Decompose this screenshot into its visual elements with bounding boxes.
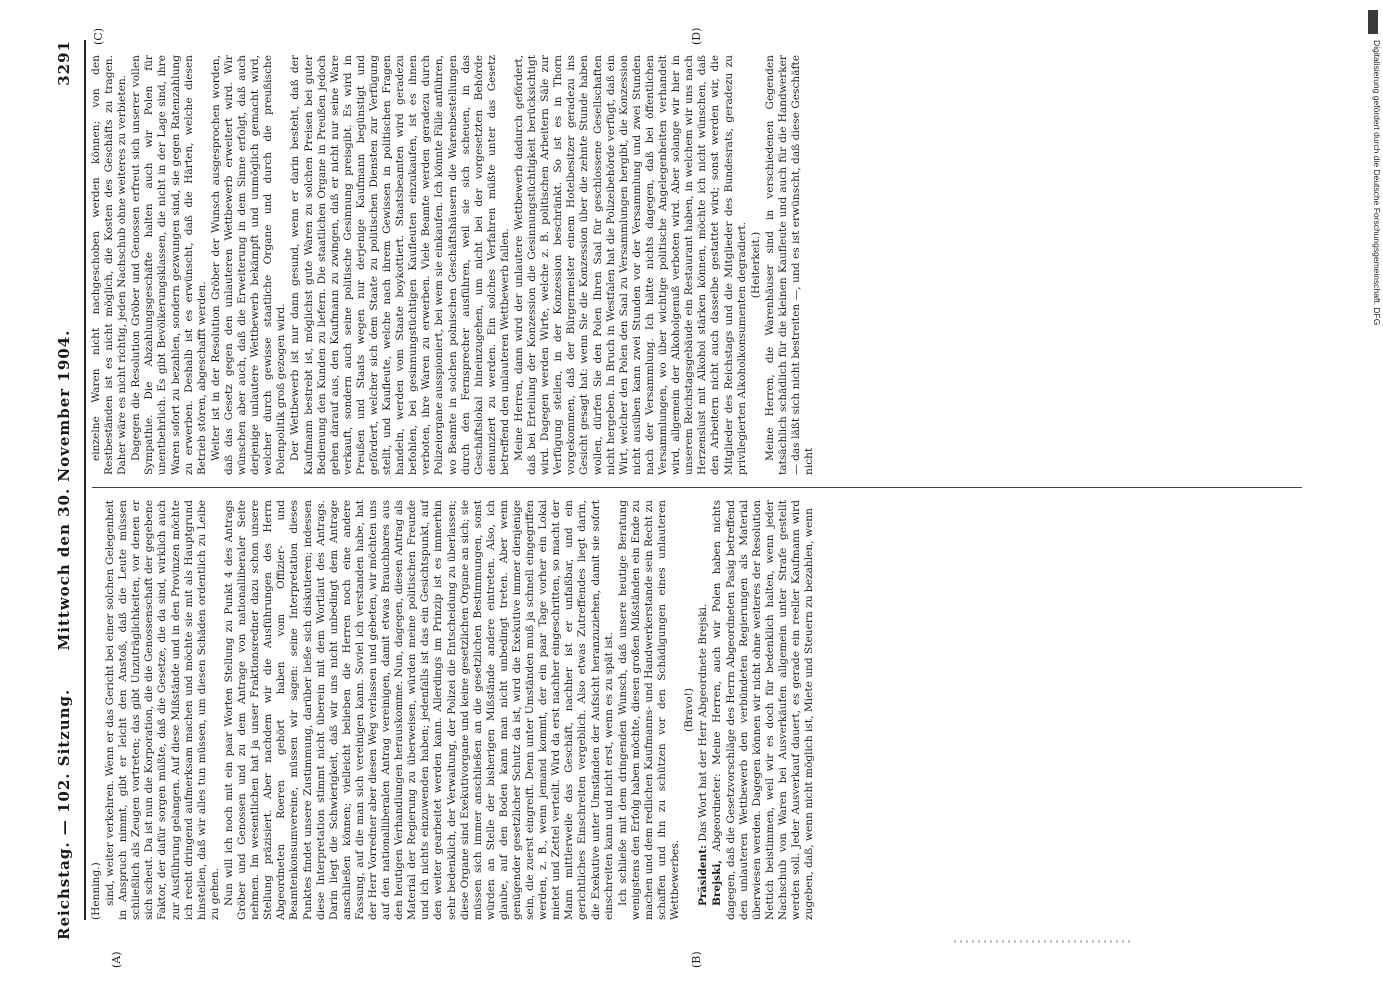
margin-marker-a: (A) [110, 951, 123, 968]
paragraph: sind, weiter verkehren. Wenn er das Gericht bei einer solchen Gelegenheit in Anspruch nimmt, gibt er leicht den Anstoß, daß die Leute müssen schließlich als Zeugen vortreten; das gibt Unzuträglichkeiten, vor denen er sich scheut. Da ist nun die Korporation, die die Genossenschaft der gegebene Faktor, der dafür sorgen müßte, daß die Gesetze, die da sind, wirklich auch zur Ausführung gelangen. Auf diese Mißstände und in den Provinzen möchte ich recht dringend aufmerksam machen und möchte sie mit als Hauptgrund hinstellen, daß wir alles tun müssen, um diesen Schäden ordentlich zu Leibe zu gehen. [104, 500, 221, 920]
paragraph: Meine Herren, die Warenhäuser sind in verschiedenen Gegenden tatsächlich schädlich für die kleinen Kaufleute und auch für die Handwerker — das läßt sich nicht bestreiten —, und es ist erwünscht, daß diese Geschäfte nicht [763, 55, 816, 475]
president-label: Präsident: [697, 844, 710, 906]
applause-note: (Bravo!) [683, 687, 696, 733]
margin-marker-d: (D) [690, 27, 703, 45]
speaker2-paragraph [711, 500, 816, 920]
laughter-note: (Heiterkeit.) [749, 231, 762, 299]
paragraph: Weiter ist in der Resolution Gröber der Wunsch ausgesprochen worden, daß das Gesetz gegen den unlauteren Wettbewerb erweitert wird. Wir wünschen aber auch, daß die Erweiterung in dem Sinne erfolgt, daß auch derjenige unlautere Wettbewerb bekämpft und unmöglich gemacht wird, welcher durch gewisse staatliche Organe und durch die preußische Polenpolitik groß gezogen wird. [209, 55, 288, 475]
speaker2-text: Meine Herren, auch wir Polen haben nichts dagegen, daß die Gesetzvorschläge des Herrn Abgeordneten Pasig betreffend den unlauteren Wettbewerb den verbündeten Regierungen als Material überwiesen werden. Dagegen können wir nicht ohne weiteres der Resolution Nettich beistimmen, weil wir es doch für bedenklich halten, wenn jeder Nachschub von Waren bei Ausverkäufen allgemein unter Strafe gestellt werden soll. Jeder Ausverkauf dauert, es gerade ein reeller Kaufmann wird zugeben, daß, wenn nicht möglich ist, Miete und Steuern zu bezahlen, wenn [711, 500, 816, 920]
paragraph: Nun will ich noch mit ein paar Worten Stellung zu Punkt 4 des Antrags Gröber und Genossen und zu dem Antrage von nationalliberaler Seite nehmen. Im wesentlichen hat ja unser Fraktionsredner dazu schon unsere Stellung präzisiert. Aber nachdem wir die Ausführungen des Herrn Abgeordneten Roeren gehört haben vom Offizier- und Beamtenkonsumvereine, müssen wir sagen: seine Interpretation dieses Punktes findet unsere Zustimmung, darüber ließe sich diskutieren; indessen diese Interpretation stimmt nicht überein mit dem Wortlaut des Antrags. Darin liegt die Schwierigkeit, daß wir uns nicht unbedingt dem Antrage anschließen können; vielleicht belieben die Herren noch eine andere Fassung, auf die man sich vereinigen kann. Soviel ich verstanden habe, hat der Herr Vorredner aber diesen Weg verlassen und gebeten, wir möchten uns auf den nationalliberalen Antrag vereinigen, damit etwas Brauchbares aus den heutigen Verhandlungen herauskomme. Nun, dagegen, diesen Antrag als Material der Regierung zu überweisen, würden meine politischen Freunde und ich nichts einzuwenden haben; jedenfalls ist das ein Gesichtspunkt, auf den weiter gearbeitet werden kann. Allerdings im Prinzip ist es immerhin sehr bedenklich, der Verwaltung, der Polizei die Entscheidung zu überlassen; diese Organe sind Exekutivorgane und keine gesetzlichen Organe an sich; sie müssen sich immer anschließen an die gesetzlichen Bestimmungen, sonst würden an Stelle der bisherigen Mißstände andere eintreten. Also, ich glaube, auf den Boden kann man nicht unbedingt treten. Aber wenn genügender gesetzlicher Schutz da ist, wird die Exekutive immer dienjenige sein, die zuerst eingreift. Denn unter Umständen muß ja schnell eingegriffen werden, z. B., wenn jemand kommt, der ein paar Tage vorher ein Lokal mietet und Zettel verteilt. Wird da erst nachher eingeschritten, so macht der Mann mittlerweile das Geschäft, nachher ist er unfaßbar, und ein gerichtliches Einschreiten vergeblich. Also etwas Zutreffendes liegt darin, die Exekutive unter Umständen der Aufsicht heranzuziehen, damit sie sofort einschreiten kann und nicht erst, wenn es zu spät ist. [222, 500, 615, 920]
paragraph: Ich schließe mit dem dringenden Wunsch, daß unsere heutige Beratung wenigstens den Erfolg haben möchte, diesen großen Mißständen ein Ende zu machen und dem redlichen Kaufmanns- und Handwerkerstande sein Recht zu schaffen und ihn zu schützen vor den Schädigungen eines unlauteren Wettbewerbes. [616, 500, 682, 920]
text-column-right [90, 55, 1300, 475]
text-column-left [90, 500, 1300, 920]
president-paragraph [697, 500, 710, 920]
margin-marker-b: (B) [690, 951, 703, 968]
page-number: 3291 [55, 40, 73, 86]
paragraph: Dagegen die Resolution Gröber und Genossen erfreut sich unserer vollen Sympathie. Die Abzahlungsgeschäfte halten auch wir Polen für unentbehrlich. Es gibt Bevölkerungsklassen, die nicht in der Lage sind, ihre Waren sofort zu bezahlen, sondern gezwungen sind, sie gegen Ratenzahlung zu erwerben. Deshalb ist es erwünscht, daß die Härten, welche diesen Betrieb stören, abgeschafft werden. [130, 55, 208, 475]
margin-marker-c: (C) [92, 28, 105, 45]
column-divider [92, 487, 1302, 488]
president-text: Das Wort hat der Herr Abgeordnete Brejski. [697, 603, 710, 842]
speaker2-label: Brejski, [711, 859, 724, 906]
speaker-line: (Henning.) [90, 862, 102, 920]
paragraph: Der Wettbewerb ist nur dann gesund, wenn er darin besteht, daß der Kaufmann bestrebt ist, möglichst gute Waren zu solchen Preisen bei guter Bedienung den Kunden zu liefern. Die staatlichen Organe in Preußen jedoch gehen darauf aus, den Kaufmann zu zwingen, daß er nicht nur seine Ware verkauft, sondern auch seine politische Gesinnung preisgibt. Es wird in Preußen und Staats wegen nur derjenige Kaufmann begünstigt und gefördert, welcher sich dem Staate zu politischen Diensten zur Verfügung stellt, und Kaufleute, welche nach ihrem Gewissen in politischen Fragen handeln, werden vom Staate boykottiert. Staatsbeamten wird geradezu befohlen, bei gesinnungstüchtigen Kaufleuten einzukaufen, ist es ihnen verboten, ihre Waren zu erwerben. Viele Beamte werden geradezu durch Polizeiorgane ausspioniert, bei wem sie einkaufen. Ich könnte Fälle anführen, wo Beamte in solchen polnischen Geschäftshäusern die Warenbestellungen durch den Fernsprecher ausführen, weil sie sich scheuen, in das Geschäftslokal hineinzugehen, um nicht bei der vorgesetzten Behörde denunziert zu werden. Ein solches Verfahren müßte unter das Gesetz betreffend den unlauteren Wettbewerb fallen. [289, 55, 511, 475]
header-left: Reichstag. — 102. Sitzung. [55, 688, 73, 940]
header-rule [84, 40, 86, 920]
digitization-note: Digitalisierung gefördert durch die Deutsche Forschungsgemeinschaft. DFG [1372, 40, 1382, 326]
speaker2-role: Abgeordneter: [711, 773, 724, 852]
paragraph: Meine Herren, dann wird der unlautere Wettbewerb dadurch gefördert, daß bei Erteilung der Konzession die Gesinnungstüchtigkeit berücksichtigt wird. Dagegen werden Wirte, welche z. B. politischen Arbeitern Säle zur Verfügung stellen, in der Konzession beschränkt. So ist es in Thorn vorgekommen, daß der Bürgermeister einem Hotelbesitzer geradezu ins Gesicht gesagt hat: wenn Sie die Konzession über die zehnte Stunde haben wollen, dürfen Sie den Polen Ihren Saal für geschlossene Gesellschaften nicht hergeben. In Bruch in Westfalen hat die Polizeibehörde verfügt, daß ein Wirt, welcher den Polen den Saal zu Versammlungen hergibt, die Konzession nicht ausüben kann zwei Stunden vor der Versammlung und zwei Stunden nach der Versammlung. Ich hätte nichts dagegen, daß bei öffentlichen Versammlungen, wo über wichtige politische Angelegenheiten verhandelt wird, allgemein der Alkoholgenuß verboten wird. Aber solange wir hier in unserem Reichstagsgebäude ein Restaurant haben, in welchem wir uns nach Herzenslust mit Alkohol stärken können, möchte ich nicht wünschen, daß den Arbeitern nicht auch dasselbe gestattet wird; sonst werden wir, die Mitglieder des Reichstags und die Mitglieder des Bundesrats, geradezu zu privilegierten Alkoholkonsumenten degradiert. [513, 55, 748, 475]
header-date: Mittwoch den 30. November 1904. [55, 329, 73, 651]
page-header [55, 40, 85, 940]
paragraph: einzelne Waren nicht nachgeschoben werden können; von den Restbeständen ist es nicht möglich, die Kosten des Geschäfts zu tragen. Daher wäre es nicht richtig, jeden Nachschub ohne weiteres zu verbieten. [90, 55, 129, 475]
